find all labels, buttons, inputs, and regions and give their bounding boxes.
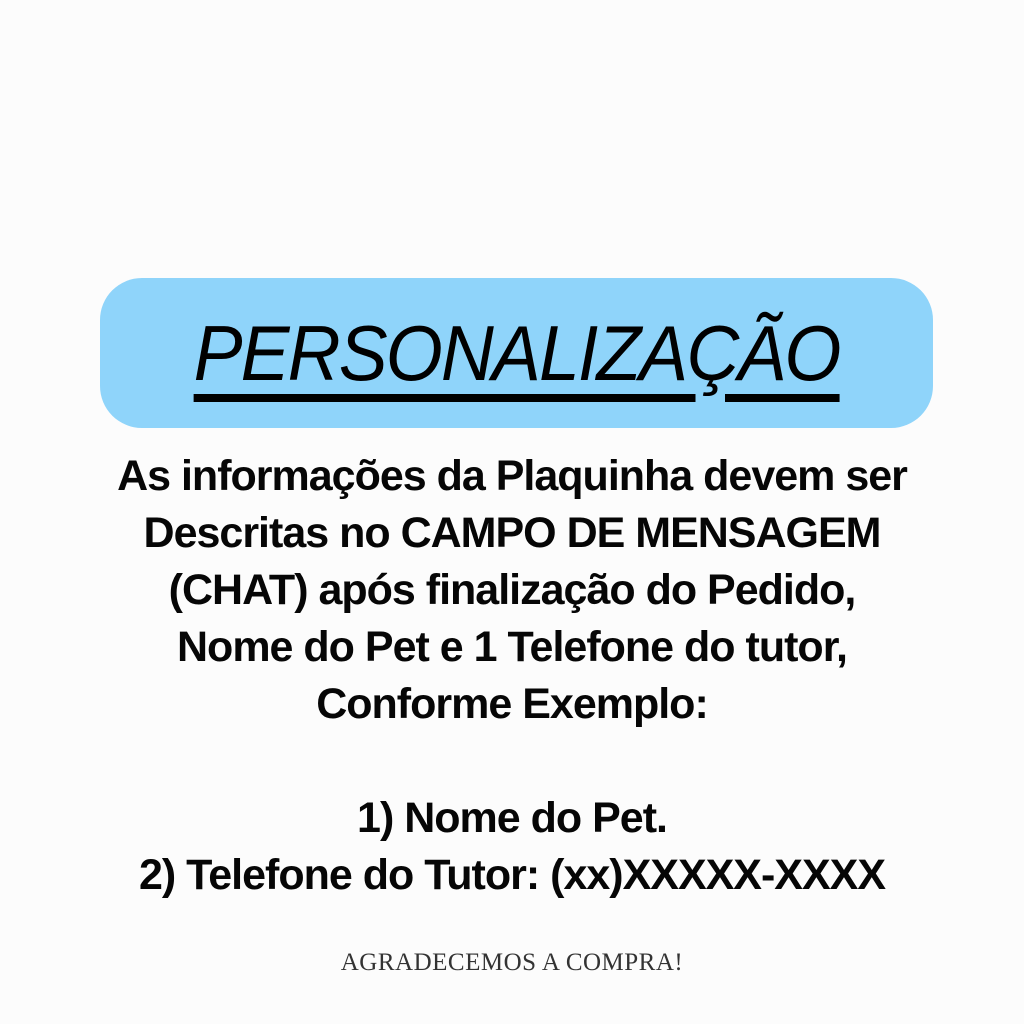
- thanks-note: AGRADECEMOS A COMPRA!: [340, 949, 684, 976]
- paragraph-spacer: [0, 733, 1024, 790]
- instruction-line-1: As informações da Plaquinha devem ser: [117, 452, 907, 500]
- example-line-1: 1) Nome do Pet.: [357, 794, 667, 842]
- instructions-block: [0, 448, 1024, 904]
- instruction-line-2: Descritas no CAMPO DE MENSAGEM: [143, 509, 881, 557]
- example-line-2: 2) Telefone do Tutor: (xx)XXXXX-XXXX: [138, 851, 886, 899]
- page-title: PERSONALIZAÇÃO: [193, 308, 840, 397]
- title-pill: [100, 278, 933, 428]
- instruction-line-5: Conforme Exemplo:: [316, 680, 708, 728]
- instruction-line-3: (CHAT) após finalização do Pedido,: [168, 566, 856, 614]
- instruction-line-4: Nome do Pet e 1 Telefone do tutor,: [177, 623, 847, 671]
